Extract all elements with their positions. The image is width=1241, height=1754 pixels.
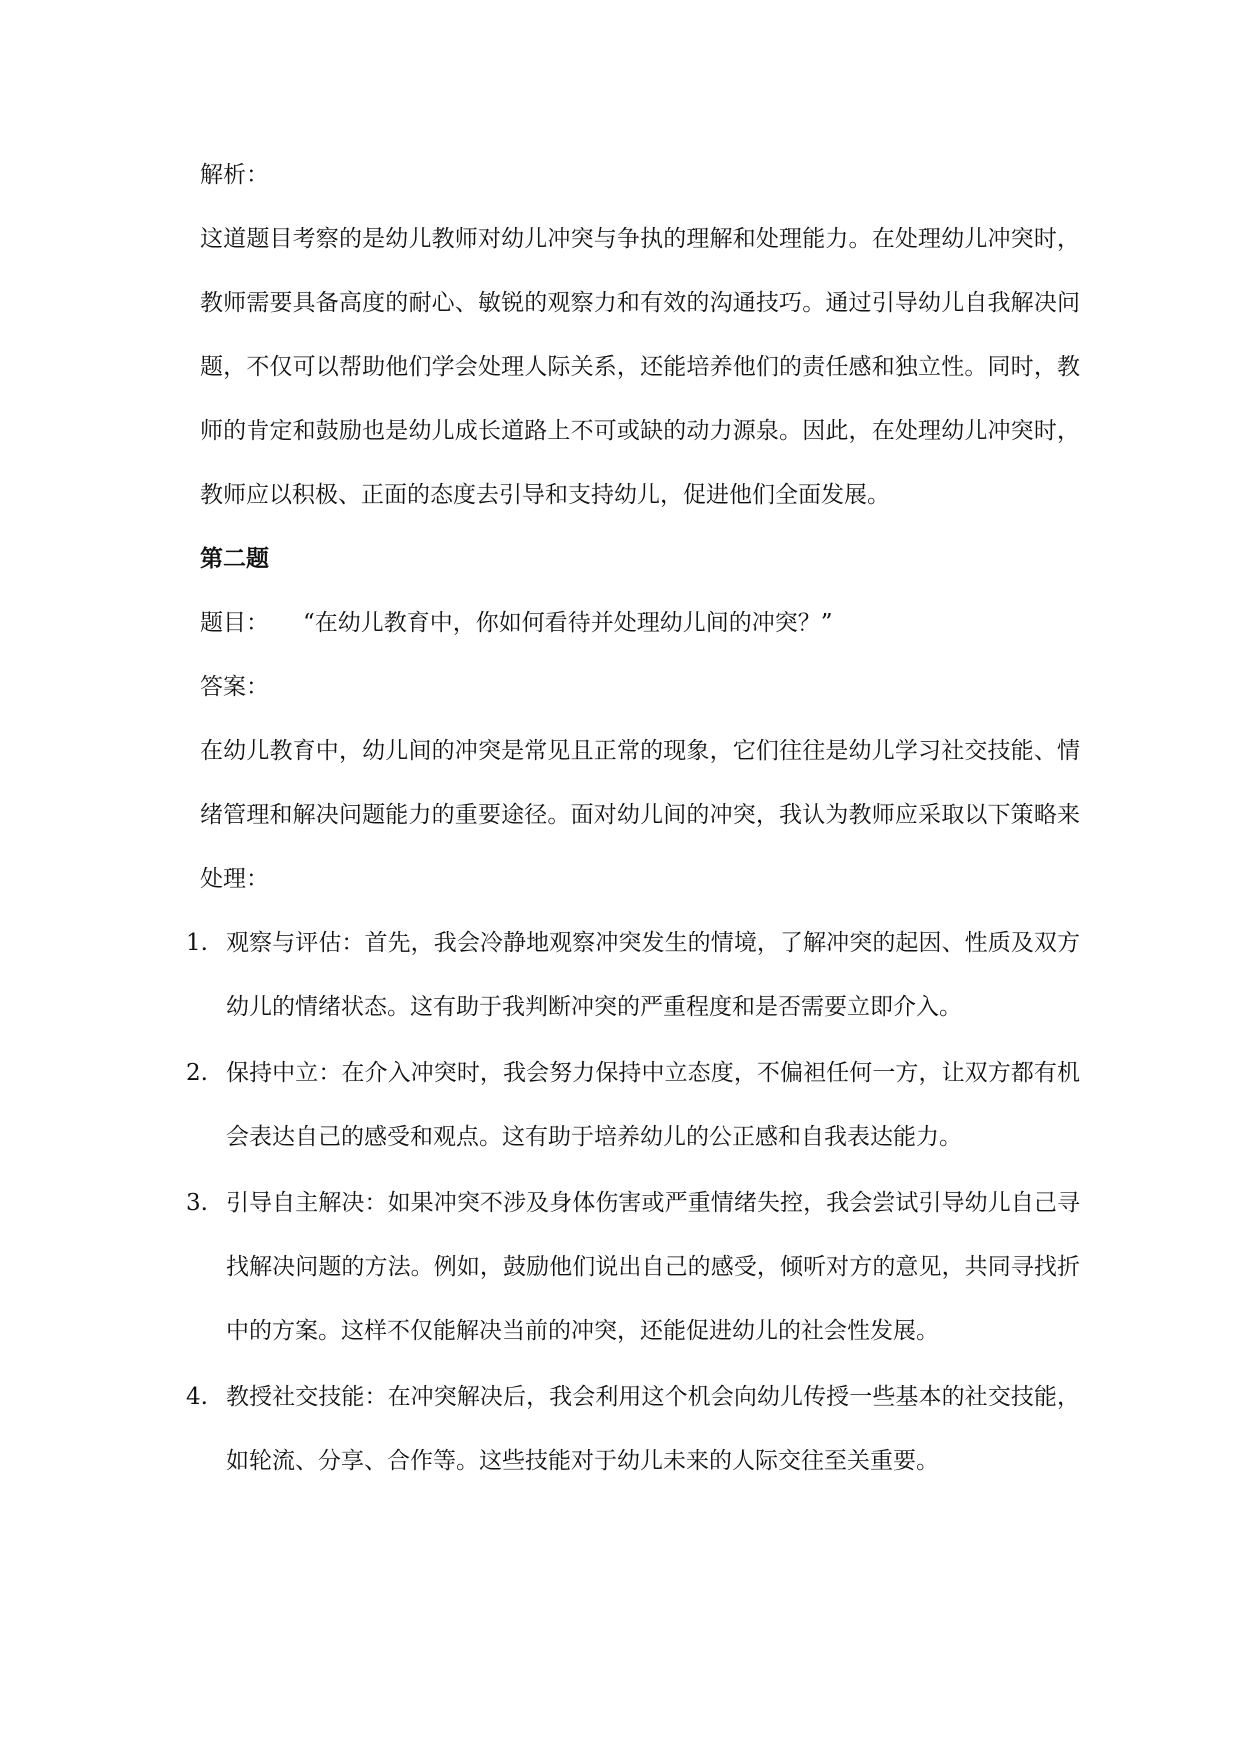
strategy-number: 1. xyxy=(186,930,208,956)
answer-label: 答案： xyxy=(200,674,269,700)
strategy-text: 保持中立：在介入冲突时，我会努力保持中立态度，不偏袒任何一方，让双方都有机会表达自己的感受和观点。这有助于培养幼儿的公正感和自我表达能力。 xyxy=(226,1060,1080,1150)
question-text: “在幼儿教育中，你如何看待并处理幼儿间的冲突？” xyxy=(303,610,833,636)
analysis-heading: 解析： xyxy=(200,162,269,188)
strategy-item xyxy=(186,911,1080,1039)
strategy-list xyxy=(186,911,1080,1493)
analysis-paragraph: 这道题目考察的是幼儿教师对幼儿冲突与争执的理解和处理能力。在处理幼儿冲突时，教师需要具备高度的耐心、敏锐的观察力和有效的沟通技巧。通过引导幼儿自我解决问题，不仅可以帮助他们学会处理人际关系，还能培养他们的责任感和独立性。同时，教师的肯定和鼓励也是幼儿成长道路上不可或缺的动力源泉。因此，在处理幼儿冲突时，教师应以积极、正面的态度去引导和支持幼儿，促进他们全面发展。 xyxy=(200,226,1080,508)
strategy-item xyxy=(186,1041,1080,1169)
document-content xyxy=(186,143,1080,1495)
strategy-text: 教授社交技能：在冲突解决后，我会利用这个机会向幼儿传授一些基本的社交技能，如轮流、分享、合作等。这些技能对于幼儿未来的人际交往至关重要。 xyxy=(226,1384,1080,1474)
strategy-text: 观察与评估：首先，我会冷静地观察冲突发生的情境，了解冲突的起因、性质及双方幼儿的情绪状态。这有助于我判断冲突的严重程度和是否需要立即介入。 xyxy=(226,930,1080,1020)
strategy-number: 4. xyxy=(186,1384,208,1410)
answer-intro: 在幼儿教育中，幼儿间的冲突是常见且正常的现象，它们往往是幼儿学习社交技能、情绪管理和解决问题能力的重要途径。面对幼儿间的冲突，我认为教师应采取以下策略来处理： xyxy=(200,738,1080,892)
question-line xyxy=(200,591,1080,655)
strategy-text: 引导自主解决：如果冲突不涉及身体伤害或严重情绪失控，我会尝试引导幼儿自己寻找解决问题的方法。例如，鼓励他们说出自己的感受，倾听对方的意见，共同寻找折中的方案。这样不仅能解决当前的冲突，还能促进幼儿的社会性发展。 xyxy=(226,1190,1080,1344)
strategy-item xyxy=(186,1365,1080,1493)
strategy-number: 3. xyxy=(186,1190,208,1216)
section-title: 第二题 xyxy=(200,545,269,572)
strategy-item xyxy=(186,1171,1080,1363)
strategy-number: 2. xyxy=(186,1060,208,1086)
question-label: 题目： xyxy=(200,610,269,636)
